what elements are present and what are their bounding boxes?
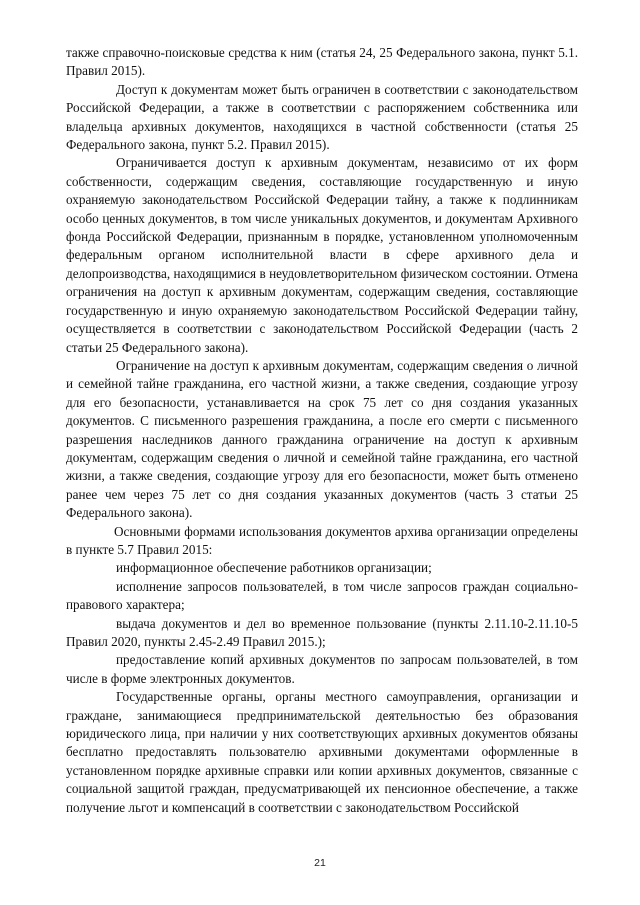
paragraph-free-provision: Государственные органы, органы местного самоуправления, организации и граждане, занимающиеся предпринимательской деятельностью без образования юридического лица, при наличии у них соответствующих архивных документов обязаны бесплатно предоставлять пользователю архивными документами оформленные в установленном порядке архивные справки или копии архивных документов, связанные с социальной защитой граждан, предусматривающей их пенсионное обеспечение, а также получение льгот и компенсаций в соответствии с законодательством Российской bbox=[66, 689, 578, 815]
paragraph-continuation: также справочно-поисковые средства к ним (статья 24, 25 Федерального закона, пункт 5.1. Правил 2015). bbox=[66, 45, 578, 79]
list-item-information-support: информационное обеспечение работников организации; bbox=[116, 560, 432, 576]
list-item-copies-provision: предоставление копий архивных документов по запросам пользователей, в том числе в форме электронных документов. bbox=[66, 652, 578, 686]
list-item-request-execution: исполнение запросов пользователей, в том числе запросов граждан социально-правового характера; bbox=[66, 578, 578, 613]
page-number: 21 bbox=[314, 857, 326, 869]
paragraph-personal-secret-restriction: Ограничение на доступ к архивным документам, содержащим сведения о личной и семейной тайне гражданина, его частной жизни, а также сведения, создающие угрозу для его безопасности, устанавливается на срок 75 лет со дня создания указанных документов. С письменного разрешения гражданина, а после его смерти с письменного разрешения наследников данного гражданина ограничение на доступ к архивным документам, содержащим сведения о личной и семейной тайне гражданина, его частной жизни, а также сведения, создающие угрозу для его безопасности, может быть отменено ранее чем через 75 лет со дня создания указанных документов (часть 3 статьи 25 Федерального закона). bbox=[66, 357, 578, 521]
body-text bbox=[66, 44, 578, 817]
paragraph-state-secret-restriction: Ограничивается доступ к архивным документам, независимо от их форм собственности, содержащим сведения, составляющие государственную и иную охраняемую законодательством Российской Федерации тайну, а также к подлинникам особо ценных документов, в том числе уникальных документов, и документам Архивного фонда Российской Федерации, признанным в порядке, установленном уполномоченным федеральным органом исполнительной власти в сфере архивного дела и делопроизводства, находящимися в неудовлетворительном физическом состоянии. Отмена ограничения на доступ к архивным документам, содержащим сведения, составляющие государственную и иную охраняемую законодательством Российской Федерации тайну, осуществляется в соответствии с законодательством Российской Федерации (часть 2 статьи 25 Федерального закона). bbox=[66, 155, 578, 355]
paragraph-usage-forms-intro: Основными формами использования документов архива организации определены в пункте 5.7 Правил 2015: bbox=[66, 523, 578, 557]
list-item-temporary-use: выдача документов и дел во временное пользование (пункты 2.11.10-2.11.10-5 Правил 2020, пункты 2.45-2.49 Правил 2015.); bbox=[66, 615, 578, 649]
paragraph-access-restriction: Доступ к документам может быть ограничен в соответствии с законодательством Российской Федерации, а также в соответствии с распоряжением собственника или владельца архивных документов, находящихся в частной собственности (статья 25 Федерального закона, пункт 5.2. Правил 2015). bbox=[66, 81, 578, 153]
